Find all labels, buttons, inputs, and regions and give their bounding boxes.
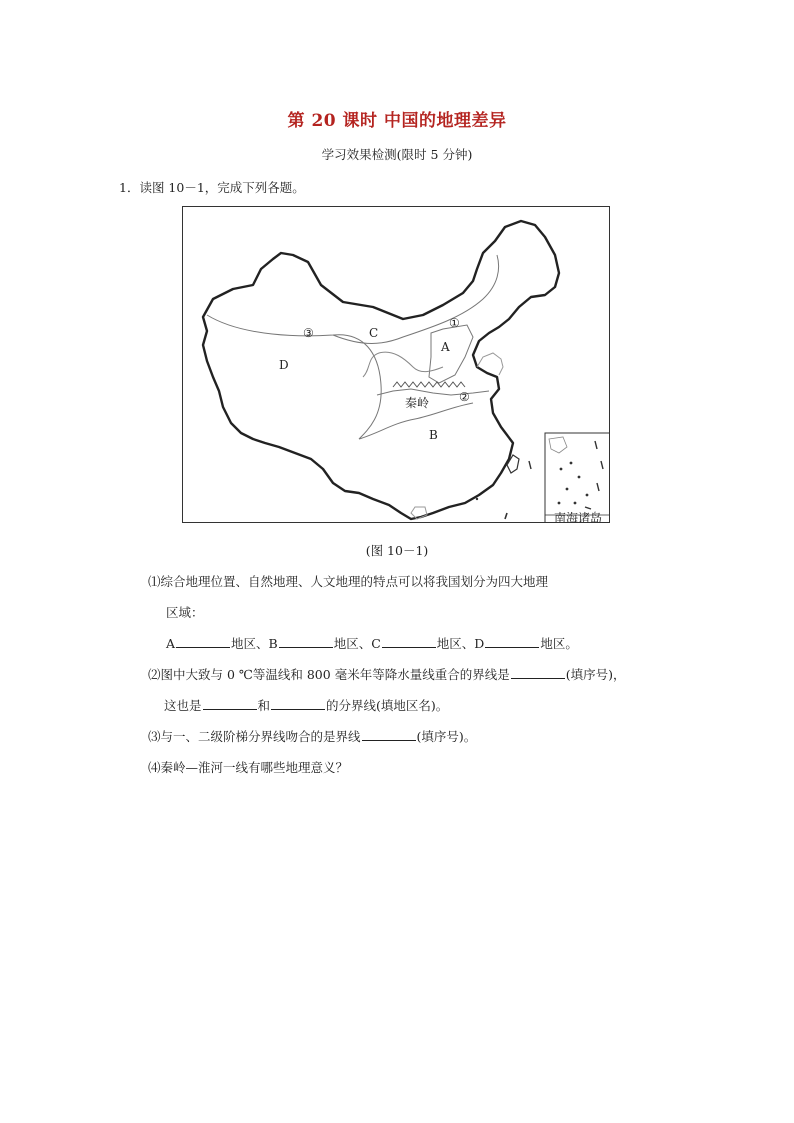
answer-blank-sub2-region2[interactable] xyxy=(271,697,325,710)
region-label-d: D xyxy=(279,358,289,372)
sub-question-1-line2: 区域： xyxy=(166,605,204,620)
inset-label: 南海诸岛 xyxy=(553,511,603,524)
figure-caption: (图 10－1) xyxy=(365,543,429,558)
china-map-figure xyxy=(182,206,610,523)
region-label-b: B xyxy=(429,428,438,442)
answer-blank-sub2-region1[interactable] xyxy=(203,697,257,710)
sub3-text-post: (填序号)。 xyxy=(416,729,477,744)
south-china-sea-inset xyxy=(545,433,610,523)
sub-question-2-line1 xyxy=(148,665,625,683)
question-intro: 1．读图 10－1，完成下列各题。 xyxy=(119,180,305,195)
sub-question-1-line1: ⑴综合地理位置、自然地理、人文地理的特点可以将我国划分为四大地理 xyxy=(148,574,549,589)
label-end: 地区。 xyxy=(540,636,578,651)
sub2-text-pre: ⑵图中大致与 0 ℃等温线和 800 毫米年等降水量线重合的界线是 xyxy=(148,667,510,682)
island-mark xyxy=(476,498,478,500)
sub2-line2-pre: 这也是 xyxy=(164,698,202,713)
line-label-1: ① xyxy=(449,316,460,330)
qinling-label: 秦岭 xyxy=(405,396,430,410)
label-a: A xyxy=(166,636,176,651)
region-label-a: A xyxy=(441,340,450,354)
island-mark xyxy=(505,513,507,519)
qinling-mountains xyxy=(393,382,465,387)
sub-question-3 xyxy=(148,727,476,745)
sub-question-2-line2 xyxy=(164,696,448,714)
page-title: 第 20 课时 中国的地理差异 xyxy=(287,111,507,131)
island-mark xyxy=(529,461,531,469)
line-label-2: ② xyxy=(459,390,470,404)
region-label-c: C xyxy=(369,326,379,340)
coastline xyxy=(477,353,503,375)
sub-question-1-fill-row xyxy=(166,634,578,652)
boundary-line-1 xyxy=(333,255,499,344)
answer-blank-sub2-line[interactable] xyxy=(511,666,565,679)
sub3-text-pre: ⑶与一、二级阶梯分界线吻合的是界线 xyxy=(148,729,361,744)
line-label-3: ③ xyxy=(303,326,314,340)
page-subtitle: 学习效果检测(限时 5 分钟) xyxy=(321,147,473,162)
region-a-boundary xyxy=(429,325,473,383)
label-d: 地区、D xyxy=(436,636,485,651)
china-map-svg xyxy=(183,207,610,523)
label-b: 地区、B xyxy=(231,636,278,651)
answer-blank-a[interactable] xyxy=(176,635,230,648)
label-c: 地区、C xyxy=(333,636,381,651)
sub2-line2-mid: 和 xyxy=(257,698,271,713)
boundary-line-2 xyxy=(377,389,489,395)
sub2-text-post: (填序号)， xyxy=(565,667,626,682)
answer-blank-d[interactable] xyxy=(485,635,539,648)
sub2-line2-post: 的分界线(填地区名)。 xyxy=(326,698,449,713)
sub-question-4: ⑷秦岭—淮河一线有哪些地理意义？ xyxy=(148,760,349,775)
answer-blank-b[interactable] xyxy=(279,635,333,648)
boundary-line-3 xyxy=(207,315,381,439)
china-border-outline xyxy=(203,221,559,519)
answer-blank-c[interactable] xyxy=(382,635,436,648)
answer-blank-sub3[interactable] xyxy=(362,728,416,741)
